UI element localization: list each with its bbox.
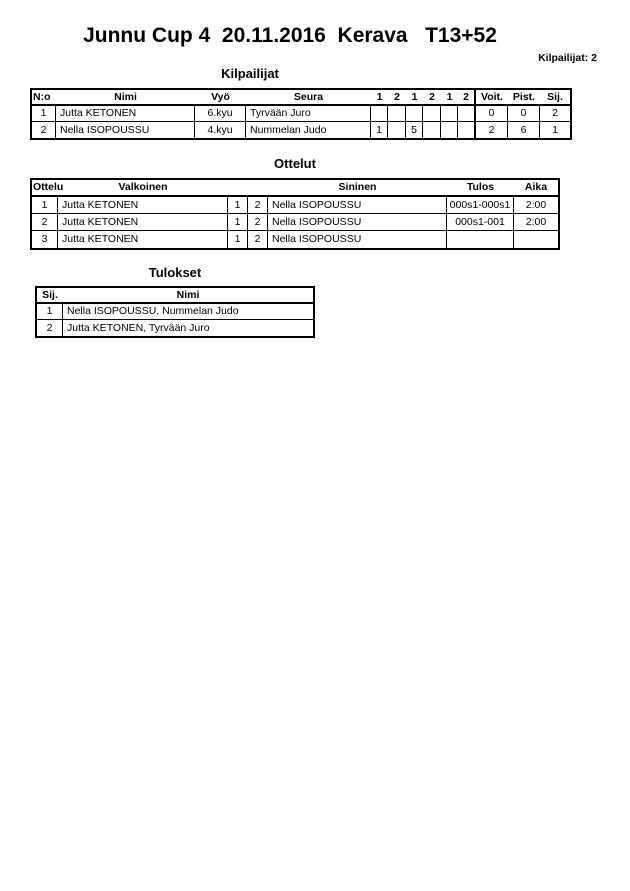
ottelut-table (30, 178, 560, 250)
score-cell (371, 106, 388, 122)
col-header-aika: Aika (514, 180, 558, 197)
kilpailijat-heading: Kilpailijat (221, 66, 279, 81)
col-header-sij: Sij. (37, 288, 63, 304)
col-header-blue-num (248, 180, 268, 197)
white-number: 1 (228, 197, 248, 214)
white-competitor: Jutta KETONEN (58, 197, 228, 214)
blue-number: 2 (248, 197, 268, 214)
competitor-no: 1 (32, 106, 56, 122)
white-competitor: Jutta KETONEN (58, 231, 228, 248)
match-time: 2:00 (514, 214, 558, 231)
blue-competitor: Nella ISOPOUSSU (268, 231, 447, 248)
kilpailijat-table (30, 88, 572, 140)
blue-competitor: Nella ISOPOUSSU (268, 214, 447, 231)
match-result: 000s1-001 (447, 214, 514, 231)
col-header-sininen: Sininen (268, 180, 447, 197)
col-header-seura: Seura (246, 90, 371, 106)
blue-number: 2 (248, 214, 268, 231)
score-cell (388, 106, 406, 122)
col-header-valkoinen: Valkoinen (58, 180, 228, 197)
competitor-club: Tyrvään Juro (246, 106, 371, 122)
col-header-score-2: 2 (388, 90, 406, 106)
score-cell (423, 106, 441, 122)
tulokset-table (35, 286, 315, 338)
placement-cell: 2 (540, 106, 570, 122)
placement-cell: 1 (552, 123, 558, 136)
competitor-belt: 4.kyu (195, 122, 246, 138)
col-header-no: N:o (32, 90, 56, 106)
col-header-white-num (228, 180, 248, 197)
competitor-no: 2 (32, 122, 56, 138)
score-cell: 5 (406, 122, 423, 138)
score-cell (441, 106, 458, 122)
match-result (447, 231, 514, 248)
tulokset-heading: Tulokset (148, 265, 202, 280)
blue-number: 2 (248, 231, 268, 248)
match-result: 000s1-000s1 (447, 197, 514, 214)
competitor-name: Jutta KETONEN (56, 106, 195, 122)
points-cell: 6 (508, 122, 540, 138)
score-cell (458, 106, 476, 122)
match-no: 3 (32, 231, 58, 248)
score-cell: 1 (371, 122, 388, 138)
match-no: 2 (32, 214, 58, 231)
col-header-nimi: Nimi (56, 90, 195, 106)
white-competitor: Jutta KETONEN (58, 214, 228, 231)
result-name: Jutta KETONEN, Tyrvään Juro (67, 321, 210, 334)
match-no: 1 (32, 197, 58, 214)
wins-cell: 0 (476, 106, 508, 122)
result-placement: 2 (37, 320, 63, 336)
page-title: Junnu Cup 4 20.11.2016 Kerava T13+52 (83, 24, 497, 47)
score-cell (406, 106, 423, 122)
competitor-count-label: Kilpailijat: 2 (538, 52, 597, 64)
ottelut-heading: Ottelut (274, 156, 316, 171)
col-header-ottelu: Ottelu (32, 180, 58, 197)
col-header-pist: Pist. (508, 90, 540, 106)
white-number: 1 (228, 231, 248, 248)
col-header-score-1: 1 (371, 90, 388, 106)
score-cell (458, 122, 476, 138)
col-header-score-4: 2 (423, 90, 441, 106)
score-cell (441, 122, 458, 138)
points-cell: 0 (508, 106, 540, 122)
result-placement: 1 (37, 304, 63, 320)
competitor-belt: 6.kyu (195, 106, 246, 122)
col-header-score-3: 1 (406, 90, 423, 106)
white-number: 1 (228, 214, 248, 231)
wins-cell: 2 (476, 122, 508, 138)
col-header-voit: Voit. (476, 90, 508, 106)
competitor-club: Nummelan Judo (246, 122, 371, 138)
score-cell (388, 122, 406, 138)
col-header-tulos: Tulos (447, 180, 514, 197)
col-header-score-6: 2 (458, 90, 476, 106)
match-time (514, 231, 558, 248)
blue-competitor: Nella ISOPOUSSU (268, 197, 447, 214)
col-header-sij: Sij. (540, 90, 570, 106)
score-cell (423, 122, 441, 138)
competitor-name: Nella ISOPOUSSU (56, 122, 195, 138)
result-name: Nella ISOPOUSSU, Nummelan Judo (63, 304, 313, 320)
col-header-score-5: 1 (441, 90, 458, 106)
match-time: 2:00 (514, 197, 558, 214)
col-header-nimi: Nimi (63, 288, 313, 304)
col-header-vyo: Vyö (195, 90, 246, 106)
